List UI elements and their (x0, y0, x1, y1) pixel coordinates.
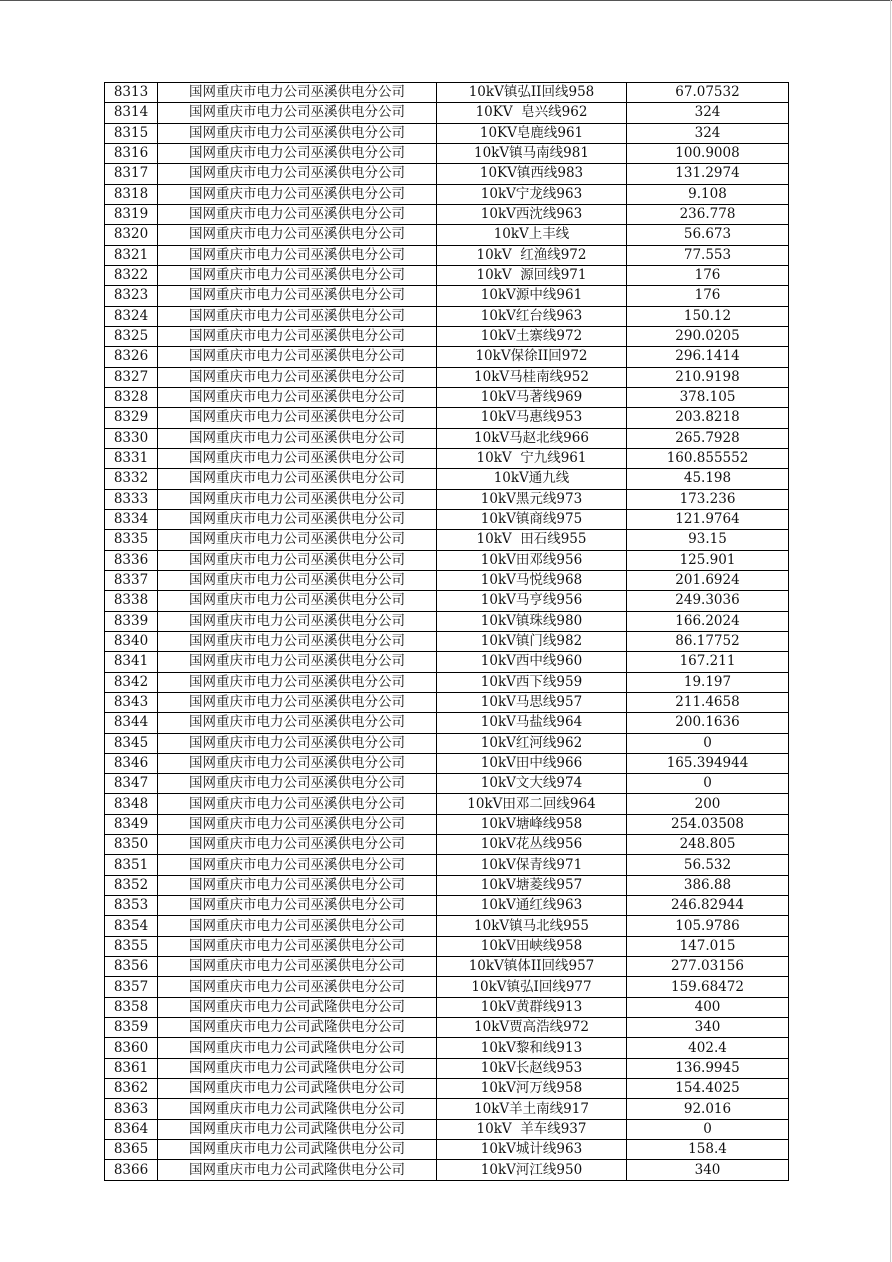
row-number-cell: 8363 (105, 1099, 158, 1119)
table-row (105, 164, 789, 184)
value-cell: 56.532 (627, 855, 789, 875)
line-name-cell: 10kV羊土南线917 (437, 1099, 627, 1119)
line-name-cell: 10kV 宁九线961 (437, 448, 627, 468)
line-name-cell: 10kV 源回线971 (437, 265, 627, 285)
value-cell: 201.6924 (627, 570, 789, 590)
row-number-cell: 8338 (105, 591, 158, 611)
row-number-cell: 8334 (105, 509, 158, 529)
company-name-cell: 国网重庆市电力公司巫溪供电分公司 (158, 408, 437, 428)
line-name-cell: 10kV黄群线913 (437, 997, 627, 1017)
value-cell: 176 (627, 286, 789, 306)
row-number-cell: 8319 (105, 204, 158, 224)
table-row (105, 774, 789, 794)
row-number-cell: 8348 (105, 794, 158, 814)
company-name-cell: 国网重庆市电力公司巫溪供电分公司 (158, 448, 437, 468)
line-name-cell: 10kV镇马北线955 (437, 916, 627, 936)
line-name-cell: 10kV马桂南线952 (437, 367, 627, 387)
table-row (105, 408, 789, 428)
line-name-cell: 10kV镇商线975 (437, 509, 627, 529)
table-row (105, 387, 789, 407)
table-row (105, 1018, 789, 1038)
company-name-cell: 国网重庆市电力公司武隆供电分公司 (158, 1119, 437, 1139)
table-row (105, 204, 789, 224)
table-row (105, 448, 789, 468)
company-name-cell: 国网重庆市电力公司巫溪供电分公司 (158, 265, 437, 285)
table-row (105, 1160, 789, 1180)
value-cell: 77.553 (627, 245, 789, 265)
value-cell: 340 (627, 1018, 789, 1038)
table-row (105, 489, 789, 509)
table-row (105, 83, 789, 103)
table-row (105, 631, 789, 651)
company-name-cell: 国网重庆市电力公司巫溪供电分公司 (158, 977, 437, 997)
row-number-cell: 8358 (105, 997, 158, 1017)
row-number-cell: 8357 (105, 977, 158, 997)
row-number-cell: 8344 (105, 713, 158, 733)
table-row (105, 326, 789, 346)
value-cell: 9.108 (627, 184, 789, 204)
line-name-cell: 10kV马思线957 (437, 692, 627, 712)
company-name-cell: 国网重庆市电力公司巫溪供电分公司 (158, 916, 437, 936)
line-name-cell: 10kV马盐线964 (437, 713, 627, 733)
company-name-cell: 国网重庆市电力公司巫溪供电分公司 (158, 83, 437, 103)
value-cell: 167.211 (627, 652, 789, 672)
table-row (105, 143, 789, 163)
company-name-cell: 国网重庆市电力公司巫溪供电分公司 (158, 387, 437, 407)
table-row (105, 794, 789, 814)
row-number-cell: 8350 (105, 835, 158, 855)
table-row (105, 225, 789, 245)
table-row (105, 733, 789, 753)
line-name-cell: 10kV田邓线956 (437, 550, 627, 570)
line-name-cell: 10kV马亨线956 (437, 591, 627, 611)
company-name-cell: 国网重庆市电力公司巫溪供电分公司 (158, 326, 437, 346)
row-number-cell: 8332 (105, 469, 158, 489)
value-cell: 100.9008 (627, 143, 789, 163)
company-name-cell: 国网重庆市电力公司巫溪供电分公司 (158, 286, 437, 306)
value-cell: 45.198 (627, 469, 789, 489)
company-name-cell: 国网重庆市电力公司巫溪供电分公司 (158, 855, 437, 875)
company-name-cell: 国网重庆市电力公司巫溪供电分公司 (158, 306, 437, 326)
value-cell: 92.016 (627, 1099, 789, 1119)
row-number-cell: 8353 (105, 896, 158, 916)
value-cell: 86.17752 (627, 631, 789, 651)
table-row (105, 855, 789, 875)
line-name-cell: 10kV西下线959 (437, 672, 627, 692)
value-cell: 211.4658 (627, 692, 789, 712)
row-number-cell: 8325 (105, 326, 158, 346)
data-table (104, 82, 789, 1181)
value-cell: 158.4 (627, 1140, 789, 1160)
table-row (105, 672, 789, 692)
row-number-cell: 8360 (105, 1038, 158, 1058)
table-row (105, 611, 789, 631)
line-name-cell: 10kV马赵北线966 (437, 428, 627, 448)
row-number-cell: 8327 (105, 367, 158, 387)
table-row (105, 753, 789, 773)
row-number-cell: 8340 (105, 631, 158, 651)
line-name-cell: 10kV红台线963 (437, 306, 627, 326)
company-name-cell: 国网重庆市电力公司巫溪供电分公司 (158, 733, 437, 753)
value-cell: 340 (627, 1160, 789, 1180)
row-number-cell: 8333 (105, 489, 158, 509)
table-row (105, 1038, 789, 1058)
table-row (105, 265, 789, 285)
line-name-cell: 10kV 田石线955 (437, 530, 627, 550)
table-row (105, 184, 789, 204)
line-name-cell: 10kV 红渔线972 (437, 245, 627, 265)
company-name-cell: 国网重庆市电力公司巫溪供电分公司 (158, 774, 437, 794)
row-number-cell: 8313 (105, 83, 158, 103)
table-row (105, 591, 789, 611)
row-number-cell: 8316 (105, 143, 158, 163)
line-name-cell: 10kV田中线966 (437, 753, 627, 773)
table-row (105, 1119, 789, 1139)
company-name-cell: 国网重庆市电力公司巫溪供电分公司 (158, 692, 437, 712)
value-cell: 176 (627, 265, 789, 285)
table-row (105, 957, 789, 977)
row-number-cell: 8356 (105, 957, 158, 977)
value-cell: 165.394944 (627, 753, 789, 773)
line-name-cell: 10kV花丛线956 (437, 835, 627, 855)
company-name-cell: 国网重庆市电力公司巫溪供电分公司 (158, 794, 437, 814)
company-name-cell: 国网重庆市电力公司武隆供电分公司 (158, 1038, 437, 1058)
value-cell: 166.2024 (627, 611, 789, 631)
line-name-cell: 10kV镇门线982 (437, 631, 627, 651)
row-number-cell: 8330 (105, 428, 158, 448)
line-name-cell: 10kV镇马南线981 (437, 143, 627, 163)
value-cell: 249.3036 (627, 591, 789, 611)
table-row (105, 469, 789, 489)
company-name-cell: 国网重庆市电力公司武隆供电分公司 (158, 1099, 437, 1119)
company-name-cell: 国网重庆市电力公司巫溪供电分公司 (158, 509, 437, 529)
table-row (105, 428, 789, 448)
row-number-cell: 8320 (105, 225, 158, 245)
line-name-cell: 10kV镇体II回线957 (437, 957, 627, 977)
value-cell: 236.778 (627, 204, 789, 224)
table-row (105, 306, 789, 326)
company-name-cell: 国网重庆市电力公司巫溪供电分公司 (158, 875, 437, 895)
value-cell: 265.7928 (627, 428, 789, 448)
table-row (105, 347, 789, 367)
table-row (105, 103, 789, 123)
row-number-cell: 8366 (105, 1160, 158, 1180)
row-number-cell: 8347 (105, 774, 158, 794)
company-name-cell: 国网重庆市电力公司武隆供电分公司 (158, 1058, 437, 1078)
company-name-cell: 国网重庆市电力公司巫溪供电分公司 (158, 753, 437, 773)
table-row (105, 509, 789, 529)
value-cell: 246.82944 (627, 896, 789, 916)
line-name-cell: 10kV土寨线972 (437, 326, 627, 346)
value-cell: 173.236 (627, 489, 789, 509)
row-number-cell: 8322 (105, 265, 158, 285)
table-row (105, 1058, 789, 1078)
value-cell: 296.1414 (627, 347, 789, 367)
line-name-cell: 10kV马惠线953 (437, 408, 627, 428)
company-name-cell: 国网重庆市电力公司巫溪供电分公司 (158, 204, 437, 224)
table-row (105, 713, 789, 733)
row-number-cell: 8337 (105, 570, 158, 590)
row-number-cell: 8349 (105, 814, 158, 834)
table-body (105, 83, 789, 1181)
line-name-cell: 10kV宁龙线963 (437, 184, 627, 204)
company-name-cell: 国网重庆市电力公司巫溪供电分公司 (158, 814, 437, 834)
row-number-cell: 8317 (105, 164, 158, 184)
row-number-cell: 8329 (105, 408, 158, 428)
company-name-cell: 国网重庆市电力公司巫溪供电分公司 (158, 103, 437, 123)
company-name-cell: 国网重庆市电力公司巫溪供电分公司 (158, 489, 437, 509)
line-name-cell: 10kV镇珠线980 (437, 611, 627, 631)
line-name-cell: 10kV河万线958 (437, 1079, 627, 1099)
value-cell: 131.2974 (627, 164, 789, 184)
row-number-cell: 8315 (105, 123, 158, 143)
table-row (105, 1140, 789, 1160)
row-number-cell: 8336 (105, 550, 158, 570)
value-cell: 290.0205 (627, 326, 789, 346)
value-cell: 0 (627, 1119, 789, 1139)
line-name-cell: 10kV文大线974 (437, 774, 627, 794)
table-row (105, 123, 789, 143)
company-name-cell: 国网重庆市电力公司巫溪供电分公司 (158, 184, 437, 204)
table-row (105, 814, 789, 834)
line-name-cell: 10KV 皂兴线962 (437, 103, 627, 123)
row-number-cell: 8361 (105, 1058, 158, 1078)
company-name-cell: 国网重庆市电力公司武隆供电分公司 (158, 1018, 437, 1038)
row-number-cell: 8341 (105, 652, 158, 672)
line-name-cell: 10kV贾高浩线972 (437, 1018, 627, 1038)
row-number-cell: 8345 (105, 733, 158, 753)
company-name-cell: 国网重庆市电力公司巫溪供电分公司 (158, 936, 437, 956)
company-name-cell: 国网重庆市电力公司武隆供电分公司 (158, 1160, 437, 1180)
value-cell: 210.9198 (627, 367, 789, 387)
value-cell: 150.12 (627, 306, 789, 326)
line-name-cell: 10kV上丰线 (437, 225, 627, 245)
line-name-cell: 10kV 羊车线937 (437, 1119, 627, 1139)
company-name-cell: 国网重庆市电力公司巫溪供电分公司 (158, 143, 437, 163)
company-name-cell: 国网重庆市电力公司巫溪供电分公司 (158, 469, 437, 489)
value-cell: 402.4 (627, 1038, 789, 1058)
value-cell: 19.197 (627, 672, 789, 692)
line-name-cell: 10kV长赵线953 (437, 1058, 627, 1078)
line-name-cell: 10kV西沈线963 (437, 204, 627, 224)
line-name-cell: 10kV镇弘I回线977 (437, 977, 627, 997)
line-name-cell: 10kV源中线961 (437, 286, 627, 306)
row-number-cell: 8318 (105, 184, 158, 204)
value-cell: 160.855552 (627, 448, 789, 468)
row-number-cell: 8326 (105, 347, 158, 367)
value-cell: 67.07532 (627, 83, 789, 103)
row-number-cell: 8359 (105, 1018, 158, 1038)
value-cell: 203.8218 (627, 408, 789, 428)
value-cell: 147.015 (627, 936, 789, 956)
table-row (105, 652, 789, 672)
table-row (105, 977, 789, 997)
line-name-cell: 10kV黎和线913 (437, 1038, 627, 1058)
company-name-cell: 国网重庆市电力公司巫溪供电分公司 (158, 225, 437, 245)
line-name-cell: 10kV镇弘II回线958 (437, 83, 627, 103)
value-cell: 0 (627, 733, 789, 753)
row-number-cell: 8352 (105, 875, 158, 895)
row-number-cell: 8321 (105, 245, 158, 265)
value-cell: 105.9786 (627, 916, 789, 936)
table-row (105, 936, 789, 956)
row-number-cell: 8331 (105, 448, 158, 468)
table-row (105, 1099, 789, 1119)
line-name-cell: 10kV田峡线958 (437, 936, 627, 956)
row-number-cell: 8365 (105, 1140, 158, 1160)
row-number-cell: 8314 (105, 103, 158, 123)
company-name-cell: 国网重庆市电力公司巫溪供电分公司 (158, 591, 437, 611)
row-number-cell: 8346 (105, 753, 158, 773)
company-name-cell: 国网重庆市电力公司武隆供电分公司 (158, 997, 437, 1017)
value-cell: 200 (627, 794, 789, 814)
value-cell: 154.4025 (627, 1079, 789, 1099)
line-name-cell: 10KV皂鹿线961 (437, 123, 627, 143)
line-name-cell: 10KV镇西线983 (437, 164, 627, 184)
table-row (105, 286, 789, 306)
value-cell: 136.9945 (627, 1058, 789, 1078)
company-name-cell: 国网重庆市电力公司巫溪供电分公司 (158, 631, 437, 651)
row-number-cell: 8364 (105, 1119, 158, 1139)
row-number-cell: 8323 (105, 286, 158, 306)
company-name-cell: 国网重庆市电力公司巫溪供电分公司 (158, 896, 437, 916)
value-cell: 277.03156 (627, 957, 789, 977)
line-name-cell: 10kV黑元线973 (437, 489, 627, 509)
table-row (105, 997, 789, 1017)
row-number-cell: 8335 (105, 530, 158, 550)
company-name-cell: 国网重庆市电力公司巫溪供电分公司 (158, 550, 437, 570)
row-number-cell: 8324 (105, 306, 158, 326)
company-name-cell: 国网重庆市电力公司巫溪供电分公司 (158, 957, 437, 977)
company-name-cell: 国网重庆市电力公司巫溪供电分公司 (158, 672, 437, 692)
table-row (105, 875, 789, 895)
value-cell: 254.03508 (627, 814, 789, 834)
row-number-cell: 8354 (105, 916, 158, 936)
line-name-cell: 10kV塘峰线958 (437, 814, 627, 834)
table-row (105, 530, 789, 550)
company-name-cell: 国网重庆市电力公司巫溪供电分公司 (158, 367, 437, 387)
row-number-cell: 8342 (105, 672, 158, 692)
value-cell: 121.9764 (627, 509, 789, 529)
table-row (105, 835, 789, 855)
company-name-cell: 国网重庆市电力公司巫溪供电分公司 (158, 835, 437, 855)
company-name-cell: 国网重庆市电力公司巫溪供电分公司 (158, 611, 437, 631)
value-cell: 93.15 (627, 530, 789, 550)
row-number-cell: 8343 (105, 692, 158, 712)
line-name-cell: 10kV河江线950 (437, 1160, 627, 1180)
company-name-cell: 国网重庆市电力公司巫溪供电分公司 (158, 245, 437, 265)
line-name-cell: 10kV红河线962 (437, 733, 627, 753)
row-number-cell: 8362 (105, 1079, 158, 1099)
value-cell: 56.673 (627, 225, 789, 245)
value-cell: 159.68472 (627, 977, 789, 997)
line-name-cell: 10kV通九线 (437, 469, 627, 489)
company-name-cell: 国网重庆市电力公司武隆供电分公司 (158, 1140, 437, 1160)
value-cell: 324 (627, 103, 789, 123)
company-name-cell: 国网重庆市电力公司巫溪供电分公司 (158, 428, 437, 448)
line-name-cell: 10kV保徐II回972 (437, 347, 627, 367)
value-cell: 386.88 (627, 875, 789, 895)
company-name-cell: 国网重庆市电力公司巫溪供电分公司 (158, 570, 437, 590)
value-cell: 324 (627, 123, 789, 143)
line-name-cell: 10kV田邓二回线964 (437, 794, 627, 814)
table-row (105, 692, 789, 712)
row-number-cell: 8351 (105, 855, 158, 875)
line-name-cell: 10kV马著线969 (437, 387, 627, 407)
table-row (105, 570, 789, 590)
value-cell: 0 (627, 774, 789, 794)
page-top-border (0, 0, 892, 1)
table-row (105, 550, 789, 570)
value-cell: 200.1636 (627, 713, 789, 733)
line-name-cell: 10kV保青线971 (437, 855, 627, 875)
table-row (105, 1079, 789, 1099)
company-name-cell: 国网重庆市电力公司巫溪供电分公司 (158, 713, 437, 733)
table-row (105, 896, 789, 916)
row-number-cell: 8339 (105, 611, 158, 631)
line-name-cell: 10kV城计线963 (437, 1140, 627, 1160)
value-cell: 125.901 (627, 550, 789, 570)
table-row (105, 245, 789, 265)
company-name-cell: 国网重庆市电力公司巫溪供电分公司 (158, 123, 437, 143)
value-cell: 248.805 (627, 835, 789, 855)
company-name-cell: 国网重庆市电力公司巫溪供电分公司 (158, 164, 437, 184)
page-right-border (890, 0, 891, 1262)
line-name-cell: 10kV西中线960 (437, 652, 627, 672)
row-number-cell: 8355 (105, 936, 158, 956)
company-name-cell: 国网重庆市电力公司巫溪供电分公司 (158, 530, 437, 550)
value-cell: 378.105 (627, 387, 789, 407)
table-row (105, 367, 789, 387)
line-name-cell: 10kV塘菱线957 (437, 875, 627, 895)
line-name-cell: 10kV通红线963 (437, 896, 627, 916)
company-name-cell: 国网重庆市电力公司巫溪供电分公司 (158, 652, 437, 672)
table-row (105, 916, 789, 936)
company-name-cell: 国网重庆市电力公司巫溪供电分公司 (158, 347, 437, 367)
value-cell: 400 (627, 997, 789, 1017)
line-name-cell: 10kV马悦线968 (437, 570, 627, 590)
row-number-cell: 8328 (105, 387, 158, 407)
company-name-cell: 国网重庆市电力公司武隆供电分公司 (158, 1079, 437, 1099)
